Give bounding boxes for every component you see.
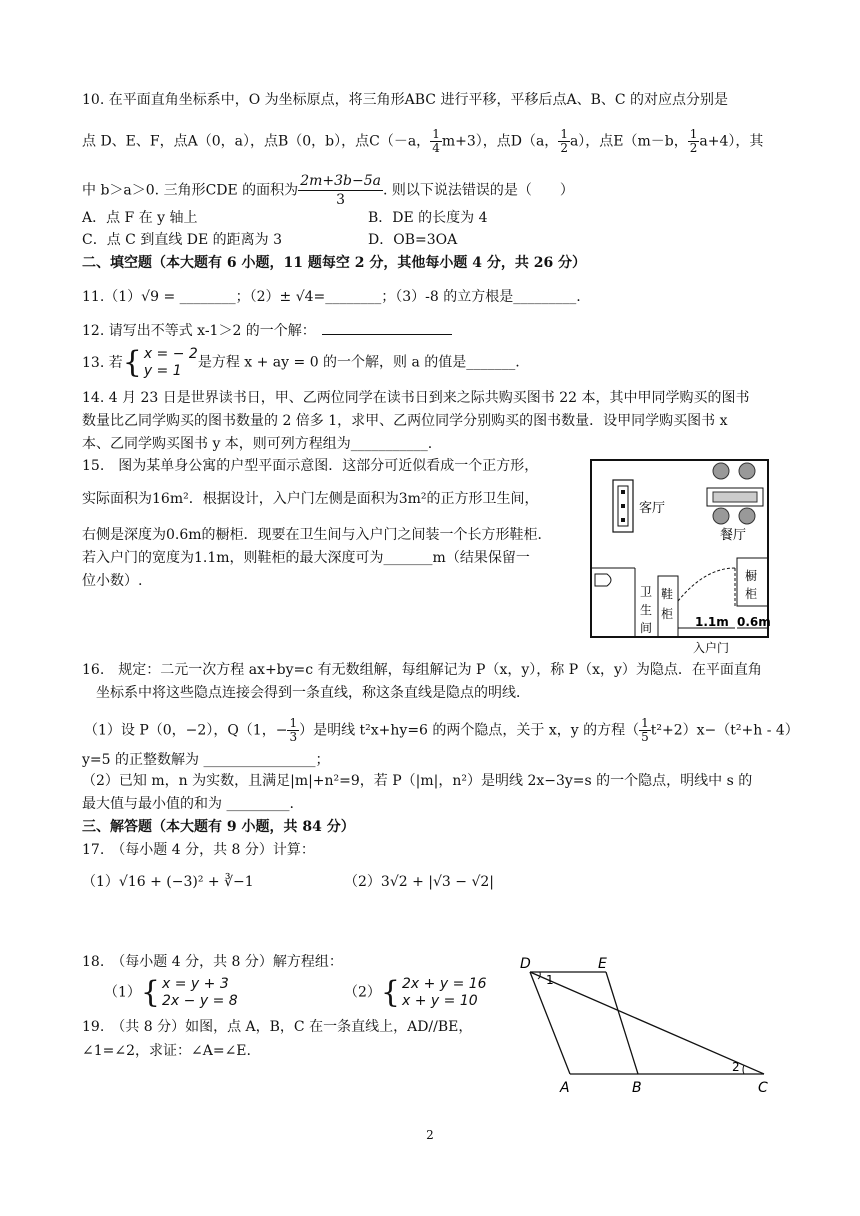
q15-line2: 实际面积为16m²．根据设计，入户门左侧是面积为3m²的正方形卫生间， (82, 491, 539, 507)
toilet (595, 574, 611, 586)
q10-text: m+3），点D（a， (441, 133, 559, 150)
dining-room-label: 餐厅 (720, 528, 747, 543)
fraction: $\frac{1}{3}$ (289, 716, 298, 744)
brace: { (122, 345, 142, 380)
chair (739, 508, 755, 524)
q17-title: 17. （每小题 4 分，共 8 分）计算： (82, 842, 315, 858)
equation-system: x = y + 3 2x − y = 8 (162, 976, 238, 1009)
fraction: $\frac{1}{2}$ (689, 127, 698, 155)
q12 (82, 320, 452, 341)
cabinet-label: 柜 (745, 587, 758, 601)
q16-line4: y=5 的正整数解为 ________________； (82, 752, 330, 768)
door-width-label: 1.1m (695, 615, 729, 629)
page-number: 2 (426, 1128, 434, 1142)
shoe-cabinet-label: 柜 (661, 607, 674, 621)
q15-line1: 15. 图为某单身公寓的户型平面示意图．这部分可近似看成一个正方形， (82, 458, 539, 474)
cabinet-label: 橱 (745, 569, 758, 583)
chair (713, 508, 729, 524)
q19-line1: 19. （共 8 分）如图，点 A，B，C 在一条直线上，AD//BE， (82, 1019, 473, 1035)
answer-blank (322, 320, 452, 335)
q18-part1 (104, 976, 238, 1010)
q13-text: 是方程 x + ay = 0 的一个解，则 a 的值是_______. (197, 354, 520, 371)
fraction: $\frac{1}{2}$ (560, 127, 568, 155)
q10-text: a），点E（m－b， (569, 133, 688, 150)
q13 (82, 346, 520, 380)
q16-text: t²+2）x−（t²+h - 4） (650, 722, 799, 739)
angle-2-label: 2 (732, 1060, 740, 1074)
q17-part2: （2）3√2 + |√3 − √2| (344, 874, 494, 890)
point-c-label: C (758, 1080, 768, 1096)
angle-1-label: 1 (546, 973, 554, 987)
q15-line3: 右侧是深度为0.6m的橱柜．现要在卫生间与入户门之间装一个长方形鞋柜． (82, 527, 552, 543)
q18-title: 18. （每小题 4 分，共 8 分）解方程组： (82, 954, 343, 970)
brace: { (140, 975, 161, 1010)
living-room-label: 客厅 (639, 501, 666, 516)
q14-line2: 数量比乙同学购买的图书数量的 2 倍多 1，求甲、乙两位同学分别购买的图书数量．设甲同学购买图书 x (82, 413, 728, 429)
q16-line5: （2）已知 m，n 为实数，且满足|m|+n²=9，若 P（|m|，n²）是明线 2x−3y=s 的一个隐点，明线中 s 的 (82, 773, 753, 789)
segment-dc (530, 972, 764, 1074)
shoe-cabinet-label: 鞋 (661, 587, 674, 601)
bathroom-label: 间 (640, 621, 653, 635)
point-b-label: B (632, 1080, 642, 1096)
q10-option-b: B．DE 的长度为 4 (368, 210, 488, 226)
fraction: $\frac{1}{4}$ (432, 127, 440, 155)
q16-line2: 坐标系中将这些隐点连接会得到一条直线，称这条直线是隐点的明线． (96, 685, 530, 701)
equation-system: 2x + y = 16 x + y = 10 (402, 976, 487, 1009)
q15-line4: 若入户门的宽度为1.1m，则鞋柜的最大深度可为_______m（结果保留一 (82, 550, 530, 566)
q10-text: a+4），其 (699, 133, 764, 150)
cabinet-depth-label: 0.6m (737, 615, 771, 629)
point-e-label: E (598, 956, 607, 972)
q13-text: 13. 若 (82, 355, 123, 371)
q10-option-d: D．OB=3OA (368, 232, 458, 248)
q10-text: . 则以下说法错误的是（ ） (382, 182, 574, 199)
fraction: $\frac{2m+3b-5a}{3}$ (300, 173, 381, 208)
q18-part2 (344, 976, 487, 1010)
angle-2-arc (743, 1065, 744, 1074)
q10-text: 点 D、E、F，点A（0，a），点B（0，b），点C（－a， (82, 133, 431, 150)
q16-line3 (84, 717, 799, 744)
fraction: $\frac{1}{5}$ (641, 716, 649, 744)
q10-line1: 10. 在平面直角坐标系中，O 为坐标原点，将三角形ABC 进行平移，平移后点A、B、C 的对应点分别是 (82, 92, 729, 108)
q18-label: （2） (344, 984, 381, 1001)
q10-option-c: C．点 C 到直线 DE 的距离为 3 (82, 232, 283, 248)
q12-text: 12. 请写出不等式 x-1＞2 的一个解： (82, 323, 316, 339)
section-2-heading: 二、填空题（本大题有 6 小题，11 题每空 2 分，其他每小题 4 分，共 26 分） (82, 255, 587, 271)
section-3-heading: 三、解答题（本大题有 9 小题，共 84 分） (82, 819, 355, 835)
bathroom-label: 生 (640, 603, 653, 617)
chair (713, 463, 729, 479)
bathroom-label: 卫 (640, 585, 653, 599)
q10-option-a: A．点 F 在 y 轴上 (82, 210, 198, 226)
q14-line3: 本、乙同学购买图书 y 本，则可列方程组为___________. (82, 436, 433, 452)
geometry-figure (510, 952, 780, 1097)
brace: { (380, 975, 401, 1010)
q18-label: （1） (104, 984, 141, 1001)
q16-text: （1）设 P（0，−2），Q（1，− (84, 722, 288, 739)
q10-line2 (82, 128, 763, 155)
q19-line2: ∠1=∠2，求证：∠A=∠E. (82, 1043, 251, 1059)
point-a-label: A (560, 1080, 570, 1096)
q16-text: ）是明线 t²x+hy=6 的两个隐点，关于 x，y 的方程（ (299, 722, 640, 739)
entrance-label: 入户门 (693, 641, 730, 655)
equation-system: x = − 2 y = 1 (143, 346, 198, 379)
segment-eb (606, 972, 638, 1074)
q16-line1: 16. 规定：二元一次方程 ax+by=c 有无数组解，每组解记为 P（x，y），称 P（x，y）为隐点．在平面直角 (82, 662, 762, 678)
door-swing (678, 568, 735, 601)
q14-line1: 14. 4 月 23 日是世界读书日，甲、乙两位同学在读书日到来之际共购买图书 22 本，其中甲同学购买的图书 (82, 390, 750, 406)
chair (739, 463, 755, 479)
q15-line5: 位小数）. (82, 573, 143, 589)
point-d-label: D (520, 956, 531, 972)
q10-line3 (82, 172, 574, 209)
q17-part1: （1）√16 + (−3)² + ∛−1 (82, 874, 254, 890)
q16-line6: 最大值与最小值的和为 _________. (82, 796, 294, 812)
q10-text: 中 b＞a＞0. 三角形CDE 的面积为 (82, 182, 299, 199)
q11: 11.（1）√9 = ________；（2）± √4=________；（3）-8 的立方根是_________. (82, 289, 581, 305)
floor-plan-figure (585, 456, 775, 656)
